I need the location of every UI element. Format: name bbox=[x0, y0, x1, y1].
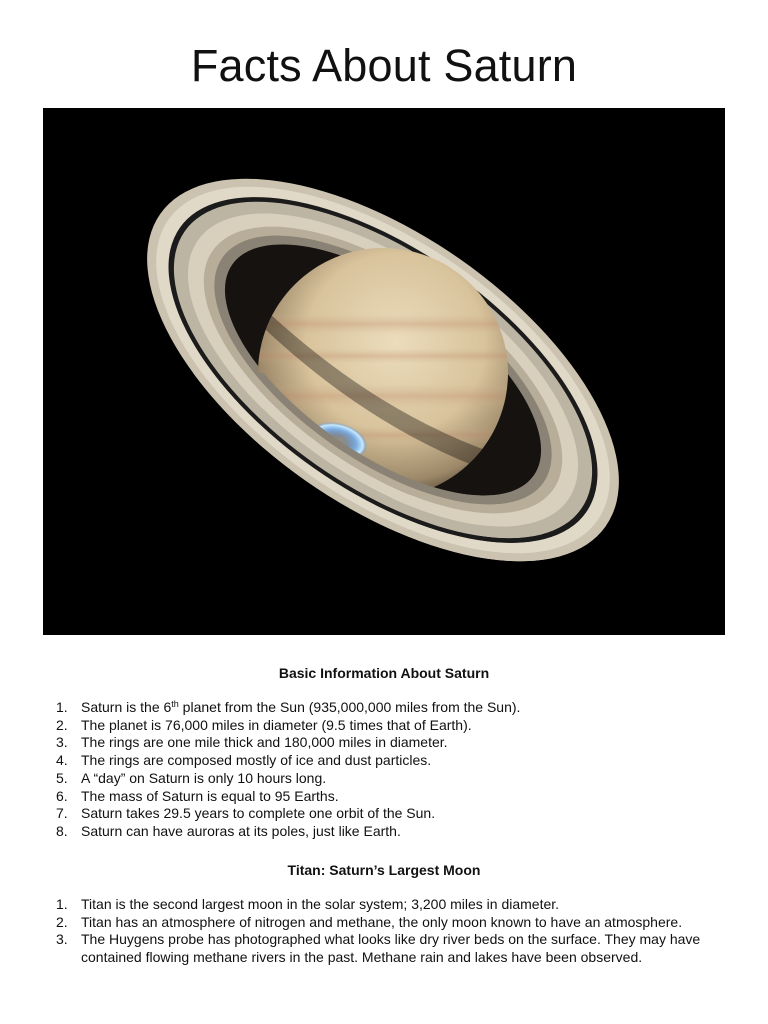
list-item: 2. Titan has an atmosphere of nitrogen and methane, the only moon known to have an atmosphere. bbox=[56, 913, 683, 930]
list-item: 1. Saturn is the 6th planet from the Sun (935,000,000 miles from the Sun). bbox=[56, 699, 521, 715]
list-number: 1. bbox=[56, 699, 68, 715]
list-number: 1. bbox=[56, 896, 68, 912]
list-number: 7. bbox=[56, 805, 68, 822]
page-title: Facts About Saturn bbox=[190, 40, 578, 91]
list-item: 4. The rings are composed mostly of ice and dust particles. bbox=[56, 752, 432, 769]
list-number: 8. bbox=[56, 822, 68, 839]
list-number: 2. bbox=[56, 716, 68, 733]
titan-list bbox=[56, 896, 746, 967]
list-item: 3. The rings are one mile thick and 180,000 miles in diameter. bbox=[56, 734, 448, 751]
list-item: 6. The mass of Saturn is equal to 95 Earths. bbox=[56, 787, 339, 804]
list-number: 2. bbox=[56, 913, 68, 930]
list-number: 3. bbox=[56, 931, 68, 948]
basic-info-heading: Basic Information About Saturn bbox=[278, 665, 490, 681]
saturn-photo bbox=[43, 108, 725, 635]
list-item: 7. Saturn takes 29.5 years to complete one orbit of the Sun. bbox=[56, 805, 436, 822]
list-item: 5. A “day” on Saturn is only 10 hours long. bbox=[56, 769, 327, 786]
titan-heading: Titan: Saturn’s Largest Moon bbox=[287, 862, 481, 878]
list-number: 4. bbox=[56, 752, 68, 769]
list-item: 3. The Huygens probe has photographed what looks like dry river beds on the surface. They may have contained flowing methane rivers in the past. Methane rain and lakes have been observed. bbox=[56, 931, 701, 966]
basic-info-list bbox=[56, 699, 746, 841]
list-number: 5. bbox=[56, 769, 68, 786]
list-item: 1. Titan is the second largest moon in the solar system; 3,200 miles in diameter. bbox=[56, 896, 560, 912]
list-item: 8. Saturn can have auroras at its poles, just like Earth. bbox=[56, 822, 401, 839]
list-number: 6. bbox=[56, 787, 68, 804]
list-item: 2. The planet is 76,000 miles in diameter (9.5 times that of Earth). bbox=[56, 716, 472, 733]
list-number: 3. bbox=[56, 734, 68, 751]
